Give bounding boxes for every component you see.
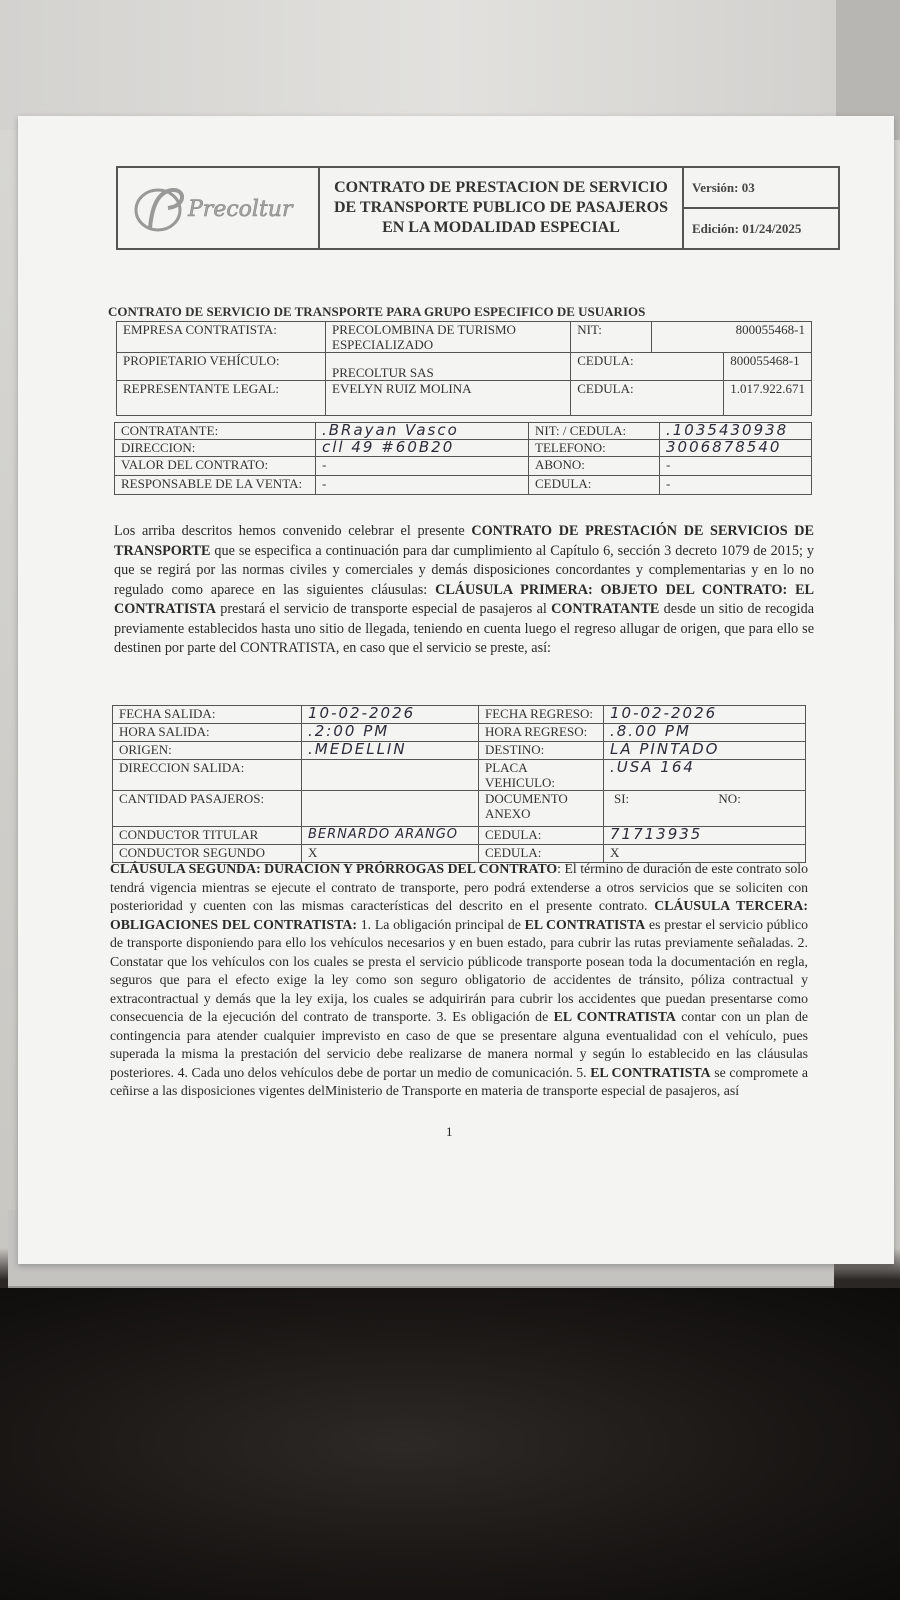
- conductor-titular-label: CONDUCTOR TITULAR: [113, 827, 302, 845]
- trip-table: [112, 705, 806, 863]
- trip-cedula2-value: X: [604, 845, 806, 863]
- hora-salida-value: .2:00 PM: [302, 724, 479, 742]
- client-table: [114, 422, 812, 495]
- clause-bold-3: EL CONTRATISTA: [524, 916, 646, 932]
- cedula-value: 800055468-1: [730, 353, 800, 368]
- direccion-value: cll 49 #60B20: [316, 440, 529, 457]
- clause-bold-5: EL CONTRATISTA: [590, 1064, 711, 1080]
- no-label: NO:: [718, 791, 741, 806]
- page-number: 1: [446, 1124, 453, 1139]
- client-cedula-value: -: [660, 476, 812, 495]
- responsable-value: -: [316, 476, 529, 495]
- dark-foreground: [0, 1288, 900, 1600]
- propietario-label: PROPIETARIO VEHÍCULO:: [117, 353, 326, 381]
- valor-label: VALOR DEL CONTRATO:: [115, 457, 316, 476]
- intro-bold-3: CONTRATANTE: [551, 601, 660, 617]
- direccion-salida-value: [302, 760, 479, 791]
- edition-label: Edición: 01/24/2025: [692, 220, 802, 236]
- nit-value: 800055468-1: [651, 322, 811, 353]
- si-label: SI:: [614, 791, 630, 806]
- contratante-label: CONTRATANTE:: [115, 423, 316, 440]
- representante-value: EVELYN RUIZ MOLINA: [326, 381, 571, 416]
- clause-text-4: contar con un plan de contingencia para atender cualquier imprevisto en caso de que se presentare alguna eventualidad con el vehículo, pues superada la misma la prestación del servicio debe realizarse de manera normal y según lo establecido en las cláusulas posteriores. 4. Cada uno delos vehículos debe de portar un medio de comunicación. 5.: [110, 1009, 808, 1080]
- origen-value: .MEDELLIN: [302, 742, 479, 760]
- contract-page: [18, 116, 894, 1264]
- intro-text-1: Los arriba descritos hemos convenido celebrar el presente: [114, 523, 472, 539]
- client-nit-value: .1035430938: [660, 423, 812, 440]
- trip-cedula-label: CEDULA:: [479, 827, 604, 845]
- documento-label: DOCUMENTO ANEXO: [479, 791, 604, 827]
- conductor-segundo-value: X: [302, 845, 479, 863]
- client-cedula-label: CEDULA:: [529, 476, 660, 495]
- clause-bold-4: EL CONTRATISTA: [553, 1009, 676, 1024]
- intro-bold-2: CLÁUSULA PRIMERA: OBJETO DEL CONTRATO: EL CONTRATISTA: [114, 581, 814, 617]
- propietario-cedula-cell: [571, 353, 812, 381]
- hora-regreso-value: .8.00 PM: [604, 724, 806, 742]
- fecha-salida-value: 10-02-2026: [302, 706, 479, 724]
- conductor-segundo-label: CONDUCTOR SEGUNDO: [113, 845, 302, 863]
- destino-label: DESTINO:: [479, 742, 604, 760]
- telefono-label: TELEFONO:: [529, 440, 660, 457]
- cedula2-value: 1.017.922.671: [730, 381, 805, 396]
- abono-label: ABONO:: [529, 457, 660, 476]
- hora-regreso-label: HORA REGRESO:: [479, 724, 604, 742]
- nit-label: NIT:: [571, 322, 652, 353]
- intro-text-4: desde un sitio de recogida previamente establecidos hasta uno sitio de llegada, teniendo en cuenta luego el regreso allugar de origen, que para ello se destinen por parte del CONTRATISTA, en caso que el servicio se preste, así:: [114, 601, 814, 656]
- contratante-value: .BRayan Vasco: [316, 423, 529, 440]
- intro-bold-1: CONTRATO DE PRESTACIÓN DE SERVICIOS DE TRANSPORTE: [114, 523, 814, 559]
- fecha-regreso-label: FECHA REGRESO:: [479, 706, 604, 724]
- placa-value: .USA 164: [604, 760, 806, 791]
- precoltur-logo-icon: [128, 176, 308, 240]
- cedula2-label: CEDULA:: [571, 381, 724, 415]
- cantidad-label: CANTIDAD PASAJEROS:: [113, 791, 302, 827]
- fecha-salida-label: FECHA SALIDA:: [113, 706, 302, 724]
- empresa-label: EMPRESA CONTRATISTA:: [117, 322, 326, 353]
- company-logo: [118, 168, 320, 248]
- responsable-label: RESPONSABLE DE LA VENTA:: [115, 476, 316, 495]
- document-version-box: [684, 168, 838, 248]
- intro-text-2: que se especifica a continuación para dar cumplimiento al Capítulo 6, sección 3 decreto 1079 de 2015; y que se regirá por las normas civiles y comerciales y demás disposiciones concordantes y complementarias y en lo no regulado como aparece en las siguientes cláusulas:: [114, 542, 814, 598]
- representante-label: REPRESENTANTE LEGAL:: [117, 381, 326, 416]
- representante-cedula-cell: [571, 381, 812, 416]
- direccion-label: DIRECCION:: [115, 440, 316, 457]
- section-title: CONTRATO DE SERVICIO DE TRANSPORTE PARA GRUPO ESPECIFICO DE USUARIOS: [108, 304, 646, 319]
- document-header: [116, 166, 840, 250]
- version-label: Versión: 03: [684, 168, 838, 209]
- trip-cedula-value: 71713935: [604, 827, 806, 845]
- origen-label: ORIGEN:: [113, 742, 302, 760]
- clause-2-heading: CLÁUSULA SEGUNDA: DURACION Y PRÓRROGAS DEL CONTRATO: [110, 861, 558, 876]
- telefono-value: 3006878540: [660, 440, 812, 457]
- clause-text-5: se compromete a ceñirse a las disposiciones vigentes delMinisterio de Transporte en materia de transporte especial de pasajeros, así: [110, 1064, 809, 1098]
- clause-text-1: : El término de duración de este contrato solo tendrá vigencia mientras se ejecute el contrato de transporte, pero podrá extenderse a otros servicios que se soliciten con posterioridad y cuenten con las mismas características del descrito en el presente contrato.: [110, 861, 808, 913]
- logo-text: Precoltur: [188, 197, 293, 222]
- intro-paragraph: [114, 522, 814, 659]
- placa-label: PLACA VEHICULO:: [479, 760, 604, 791]
- title-line-3: EN LA MODALIDAD ESPECIAL: [382, 219, 620, 236]
- intro-text-3: prestará el servicio de transporte especial de pasajeros al: [215, 601, 552, 617]
- title-line-2: DE TRANSPORTE PUBLICO DE PASAJEROS: [333, 199, 668, 216]
- hora-salida-label: HORA SALIDA:: [113, 724, 302, 742]
- document-title: [320, 168, 684, 248]
- cantidad-value: [302, 791, 479, 827]
- empresa-value: PRECOLOMBINA DE TURISMO ESPECIALIZADO: [326, 322, 571, 353]
- clauses-paragraph: [110, 860, 808, 1101]
- title-line-1: CONTRATO DE PRESTACION DE SERVICIO: [334, 179, 668, 196]
- clause-3-heading: CLÁUSULA TERCERA: OBLIGACIONES DEL CONTRATISTA:: [110, 898, 808, 932]
- valor-value: -: [316, 457, 529, 476]
- clause-text-3: es prestar el servicio público de transporte disponiendo para ello los vehículos necesarios y en buen estado, para cubrir las rutas previamente señaladas. 2. Constatar que los vehículos con los cuales se presta el servicio públicode transporte posean toda la documentación en regla, seguros que para el efecto exige la ley como son seguro obligatorio de accidentes de tránsito, póliza contractual y extracontractual y demás que la ley exija, los cuales se adquirirán para cubrir los accidentes que puedan presentarse como consecuencia de la ejecución del contrato de transporte. 3. Es obligación de: [110, 916, 808, 1024]
- cedula-label: CEDULA:: [571, 353, 724, 380]
- fecha-regreso-value: 10-02-2026: [604, 706, 806, 724]
- documento-anexo-cell: [604, 791, 806, 827]
- destino-value: LA PINTADO: [604, 742, 806, 760]
- desk-surface: [0, 0, 900, 130]
- direccion-salida-label: DIRECCION SALIDA:: [113, 760, 302, 791]
- trip-cedula2-label: CEDULA:: [479, 845, 604, 863]
- clause-text-2: 1. La obligación principal de: [356, 916, 525, 932]
- propietario-value: PRECOLTUR SAS: [326, 353, 571, 381]
- conductor-titular-value: BERNARDO ARANGO: [302, 827, 479, 845]
- abono-value: -: [660, 457, 812, 476]
- client-nit-label: NIT: / CEDULA:: [529, 423, 660, 440]
- company-table: [116, 321, 812, 416]
